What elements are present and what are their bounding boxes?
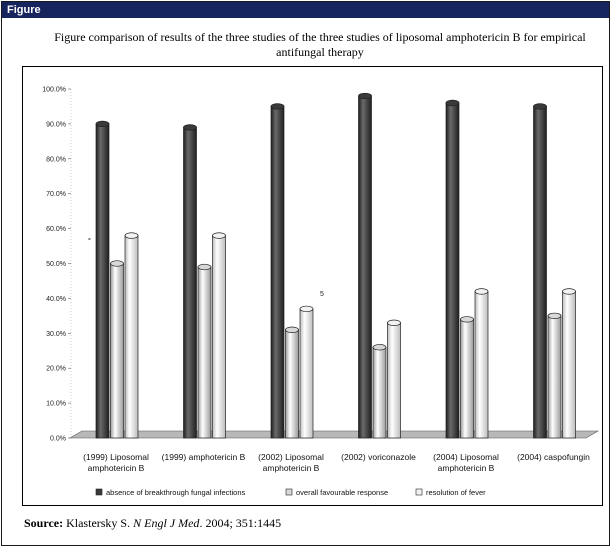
category-label-line: (1999) amphotericin B — [161, 452, 246, 462]
bar-3 — [300, 306, 313, 438]
bar-3 — [213, 233, 226, 438]
bar-body — [198, 267, 211, 438]
category-label-line: amphotericin B — [437, 463, 495, 473]
bar-top — [475, 289, 488, 295]
bar-top — [359, 93, 372, 99]
category-label — [258, 452, 324, 473]
category-label-line: (1999) Liposomal — [83, 452, 149, 462]
bar-3 — [563, 289, 576, 438]
legend-swatch — [416, 489, 422, 495]
bar-top — [111, 261, 124, 267]
source-label: Source: — [24, 516, 64, 530]
bar-body — [563, 291, 576, 438]
y-tick-label: 20.0% — [46, 365, 66, 373]
legend-label: overall favourable response — [296, 488, 389, 497]
bar-body — [213, 236, 226, 438]
category-label — [517, 452, 590, 462]
bar-body — [359, 96, 372, 438]
bar-2 — [373, 344, 386, 438]
category-label — [341, 452, 416, 462]
source-journal: N Engl J Med — [133, 516, 200, 530]
bar-1 — [96, 121, 109, 438]
chart-floor — [70, 431, 598, 438]
bar-body — [534, 106, 547, 438]
y-tick-label: 70.0% — [46, 191, 66, 199]
bar-body — [475, 291, 488, 438]
bar-2 — [461, 317, 474, 438]
bar-3 — [475, 289, 488, 438]
bar-top — [184, 125, 197, 131]
bar-body — [548, 316, 561, 438]
category-label — [83, 452, 149, 473]
bar-top — [213, 233, 226, 239]
bar-1 — [271, 104, 284, 438]
bar-body — [271, 106, 284, 438]
y-tick-label: 50.0% — [46, 261, 66, 268]
bar-3 — [125, 233, 138, 438]
bar-top — [446, 100, 459, 106]
y-tick-label: 30.0% — [46, 330, 66, 338]
bar-top — [373, 344, 386, 350]
bar-top — [461, 317, 474, 323]
bar-2 — [548, 313, 561, 438]
bar-top — [300, 306, 313, 312]
legend-swatch — [96, 489, 102, 495]
source-author: Klastersky S. — [66, 516, 131, 530]
category-label-line: (2002) Liposomal — [258, 452, 324, 462]
bar-body — [388, 323, 401, 438]
category-label-line: (2004) Liposomal — [433, 452, 499, 462]
bar-top — [286, 327, 299, 333]
source-citation-detail: . 2004; 351:1445 — [199, 516, 282, 530]
bar-top — [198, 264, 211, 270]
bar-top — [271, 104, 284, 110]
category-label-line: (2004) caspofungin — [517, 452, 590, 462]
bar-body — [125, 236, 138, 438]
category-label — [162, 452, 246, 462]
bar-top — [96, 121, 109, 127]
legend-label: absence of breakthrough fungal infections — [106, 488, 246, 497]
bar-3 — [388, 320, 401, 438]
source-citation — [24, 516, 281, 531]
bar-body — [184, 127, 197, 438]
bar-1 — [446, 100, 459, 438]
bar-top — [548, 313, 561, 319]
bar-body — [461, 319, 474, 438]
bar-body — [373, 347, 386, 438]
category-label — [433, 452, 499, 473]
bar-body — [300, 309, 313, 438]
bar-2 — [198, 264, 211, 438]
y-tick-label: 0.0% — [50, 435, 66, 443]
stray-five-mark: 5 — [320, 291, 324, 298]
category-label-line: (2002) voriconazole — [341, 452, 416, 462]
bar-1 — [534, 104, 547, 438]
legend-swatch — [286, 489, 292, 495]
figure-header-label: Figure — [7, 4, 41, 16]
category-label-line: amphotericin B — [262, 463, 320, 473]
bar-1 — [184, 125, 197, 438]
y-tick-label: 80.0% — [46, 156, 66, 164]
y-tick-label: 40.0% — [46, 295, 66, 303]
y-tick-label: 60.0% — [46, 226, 66, 234]
bar-top — [563, 289, 576, 295]
bar-body — [111, 264, 124, 439]
category-label-line: amphotericin B — [87, 463, 145, 473]
bar-top — [388, 320, 401, 326]
bar-top — [534, 104, 547, 110]
bar-body — [286, 330, 299, 438]
y-tick-label: 100.0% — [42, 86, 66, 94]
bar-top — [125, 233, 138, 239]
bar-1 — [359, 93, 372, 438]
y-tick-label: 90.0% — [46, 121, 66, 129]
bar-body — [446, 103, 459, 438]
y-tick-label: 10.0% — [46, 400, 66, 408]
bar-body — [96, 124, 109, 438]
stray-dash-mark: - — [88, 233, 91, 243]
bar-2 — [111, 261, 124, 438]
bar-2 — [286, 327, 299, 438]
legend-label: resolution of fever — [426, 488, 486, 497]
chart-title: Figure comparison of results of the three studies of the three studies of liposomal amphotericin B for empirical antifungal therapy — [54, 30, 586, 59]
